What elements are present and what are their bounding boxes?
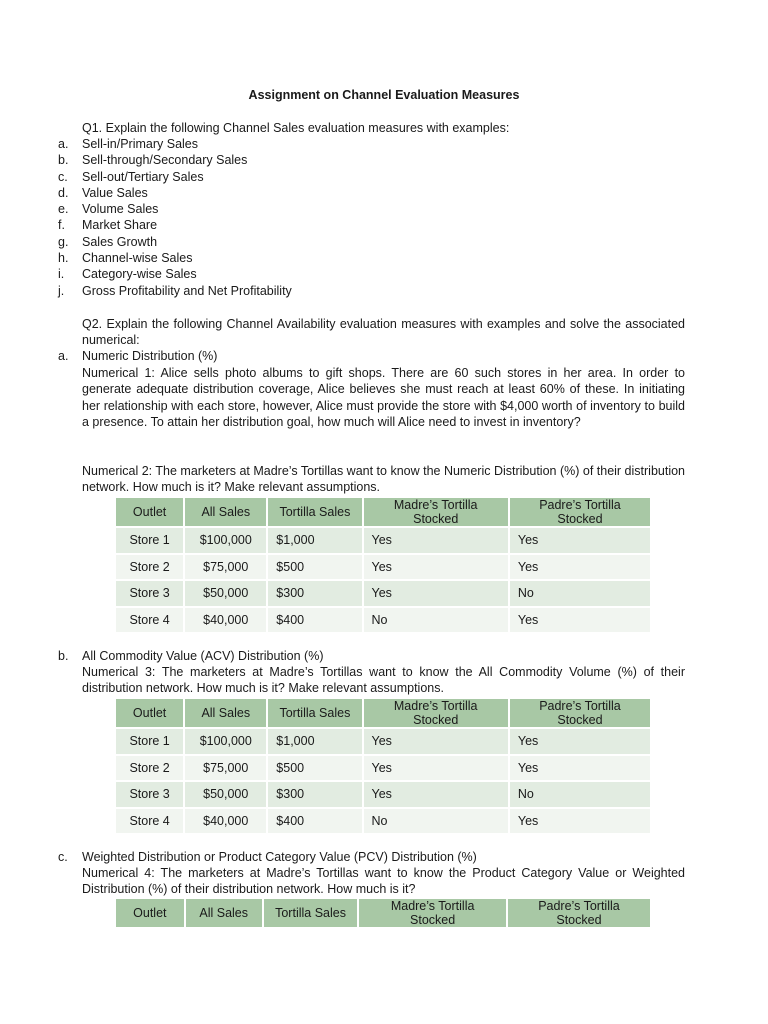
numerical-4: Numerical 4: The marketers at Madre’s Tortillas want to know the Product Category Value or Weighted Distribution (%) of their distribution network. How much is it?	[82, 866, 685, 897]
table-cell: Yes	[509, 728, 651, 755]
list-label: Sales Growth	[82, 234, 158, 249]
table-row	[116, 728, 651, 755]
section-b-marker: b.	[58, 649, 69, 663]
list-item	[58, 185, 292, 201]
list-item	[58, 201, 292, 217]
table-cell: Store 2	[116, 755, 184, 782]
col-header: Padre’s Tortilla Stocked	[509, 498, 651, 527]
list-label: Channel-wise Sales	[82, 251, 193, 266]
table-cell: $500	[267, 755, 362, 782]
list-label: Value Sales	[82, 185, 148, 200]
col-header: Madre’s Tortilla Stocked	[363, 699, 509, 728]
list-label: Gross Profitability and Net Profitability	[82, 283, 292, 298]
table-cell: Yes	[363, 527, 509, 554]
section-a-marker: a.	[58, 349, 69, 363]
list-label: Category-wise Sales	[82, 267, 197, 282]
table-row	[116, 607, 651, 633]
table-cell: Store 4	[116, 808, 184, 834]
table-cell: Yes	[363, 755, 509, 782]
table-cell: No	[509, 580, 651, 607]
list-item	[58, 283, 292, 299]
col-header: Tortilla Sales	[267, 498, 362, 527]
list-item	[58, 266, 292, 282]
list-marker: e.	[58, 202, 69, 217]
list-label: Market Share	[82, 218, 158, 233]
table-cell: $75,000	[184, 755, 267, 782]
col-header: All Sales	[184, 699, 267, 728]
col-header: Outlet	[116, 699, 184, 728]
distribution-table-3	[116, 899, 652, 927]
list-item	[58, 136, 292, 152]
table-cell: $500	[267, 554, 362, 581]
table-cell: $400	[267, 808, 362, 834]
list-label: Volume Sales	[82, 202, 159, 217]
table-header-row	[116, 899, 651, 927]
section-c-marker: c.	[58, 850, 68, 864]
list-marker: f.	[58, 218, 65, 233]
col-header: Padre’s Tortilla Stocked	[509, 699, 651, 728]
list-label: Sell-through/Secondary Sales	[82, 153, 248, 168]
list-marker: a.	[58, 137, 69, 151]
col-header: Tortilla Sales	[267, 699, 362, 728]
table-row	[116, 527, 651, 554]
numerical-1: Numerical 1: Alice sells photo albums to gift shops. There are 60 such stores in her area. In order to generate adequate distribution coverage, Alice believes she must reach at least 60% of these. In initiating her relationship with each store, however, Alice must provide the store with $4,000 worth of inventory to build a presence. To attain her distribution goal, how much will Alice need to invest in inventory?	[82, 366, 685, 429]
table-cell: Yes	[509, 808, 651, 834]
col-header: All Sales	[184, 498, 267, 527]
list-marker: g.	[58, 234, 69, 249]
col-header: Outlet	[116, 899, 185, 927]
section-b-heading: All Commodity Value (ACV) Distribution (%)	[82, 649, 324, 663]
list-item	[58, 152, 292, 168]
list-marker: d.	[58, 185, 69, 200]
list-marker: j.	[58, 283, 65, 298]
table-cell: $100,000	[184, 527, 267, 554]
section-a-heading: Numeric Distribution (%)	[82, 349, 218, 363]
table-cell: Store 4	[116, 607, 184, 633]
table-cell: Yes	[363, 781, 509, 808]
list-label: Sell-in/Primary Sales	[82, 137, 199, 151]
col-header: Padre’s Tortilla Stocked	[507, 899, 651, 927]
table-header-row	[116, 699, 651, 728]
table-cell: $40,000	[184, 607, 267, 633]
table-cell: $40,000	[184, 808, 267, 834]
list-marker: c.	[58, 169, 68, 184]
table-cell: Yes	[363, 580, 509, 607]
numerical-2: Numerical 2: The marketers at Madre’s Tortillas want to know the Numeric Distribution (%) of their distribution network. How much is it? Make relevant assumptions.	[82, 464, 686, 495]
list-item	[58, 234, 292, 250]
list-item	[58, 169, 292, 185]
table-cell: Yes	[509, 607, 651, 633]
list-marker: i.	[58, 267, 65, 282]
table-cell: Store 3	[116, 781, 184, 808]
table-cell: Yes	[509, 527, 651, 554]
table-cell: $50,000	[184, 580, 267, 607]
list-marker: b.	[58, 153, 69, 168]
table-cell: $75,000	[184, 554, 267, 581]
table-cell: Yes	[509, 755, 651, 782]
table-row	[116, 808, 651, 834]
table-cell: Store 1	[116, 527, 184, 554]
table-row	[116, 755, 651, 782]
numerical-3: Numerical 3: The marketers at Madre’s Tortillas want to know the All Commodity Volume (%) of their distribution network. How much is it? Make relevant assumptions.	[82, 665, 685, 696]
distribution-table-2	[116, 699, 652, 833]
col-header: Madre’s Tortilla Stocked	[358, 899, 507, 927]
table-cell: $400	[267, 607, 362, 633]
q2-text: Q2. Explain the following Channel Availability evaluation measures with examples and solve the associated numerical:	[82, 317, 685, 348]
table-row	[116, 580, 651, 607]
table-cell: No	[363, 808, 509, 834]
distribution-table-1	[116, 498, 652, 632]
list-marker: h.	[58, 251, 69, 266]
col-header: Outlet	[116, 498, 184, 527]
q1-list	[58, 136, 292, 299]
table-cell: Yes	[363, 554, 509, 581]
table-cell: No	[363, 607, 509, 633]
table-cell: $100,000	[184, 728, 267, 755]
table-header-row	[116, 498, 651, 527]
table-cell: $1,000	[267, 728, 362, 755]
col-header: Tortilla Sales	[263, 899, 359, 927]
table-cell: Store 2	[116, 554, 184, 581]
table-cell: Yes	[509, 554, 651, 581]
list-label: Sell-out/Tertiary Sales	[82, 169, 204, 184]
table-cell: Store 1	[116, 728, 184, 755]
col-header: Madre’s Tortilla Stocked	[363, 498, 509, 527]
section-c-heading: Weighted Distribution or Product Category Value (PCV) Distribution (%)	[82, 850, 477, 864]
table-cell: $50,000	[184, 781, 267, 808]
table-row	[116, 781, 651, 808]
list-item	[58, 250, 292, 266]
table-row	[116, 554, 651, 581]
table-cell: $1,000	[267, 527, 362, 554]
table-cell: Yes	[363, 728, 509, 755]
q1-text: Q1. Explain the following Channel Sales evaluation measures with examples:	[82, 121, 510, 135]
table-cell: No	[509, 781, 651, 808]
col-header: All Sales	[185, 899, 263, 927]
document-title: Assignment on Channel Evaluation Measures	[248, 88, 520, 102]
table-cell: $300	[267, 781, 362, 808]
table-cell: $300	[267, 580, 362, 607]
table-cell: Store 3	[116, 580, 184, 607]
list-item	[58, 217, 292, 233]
